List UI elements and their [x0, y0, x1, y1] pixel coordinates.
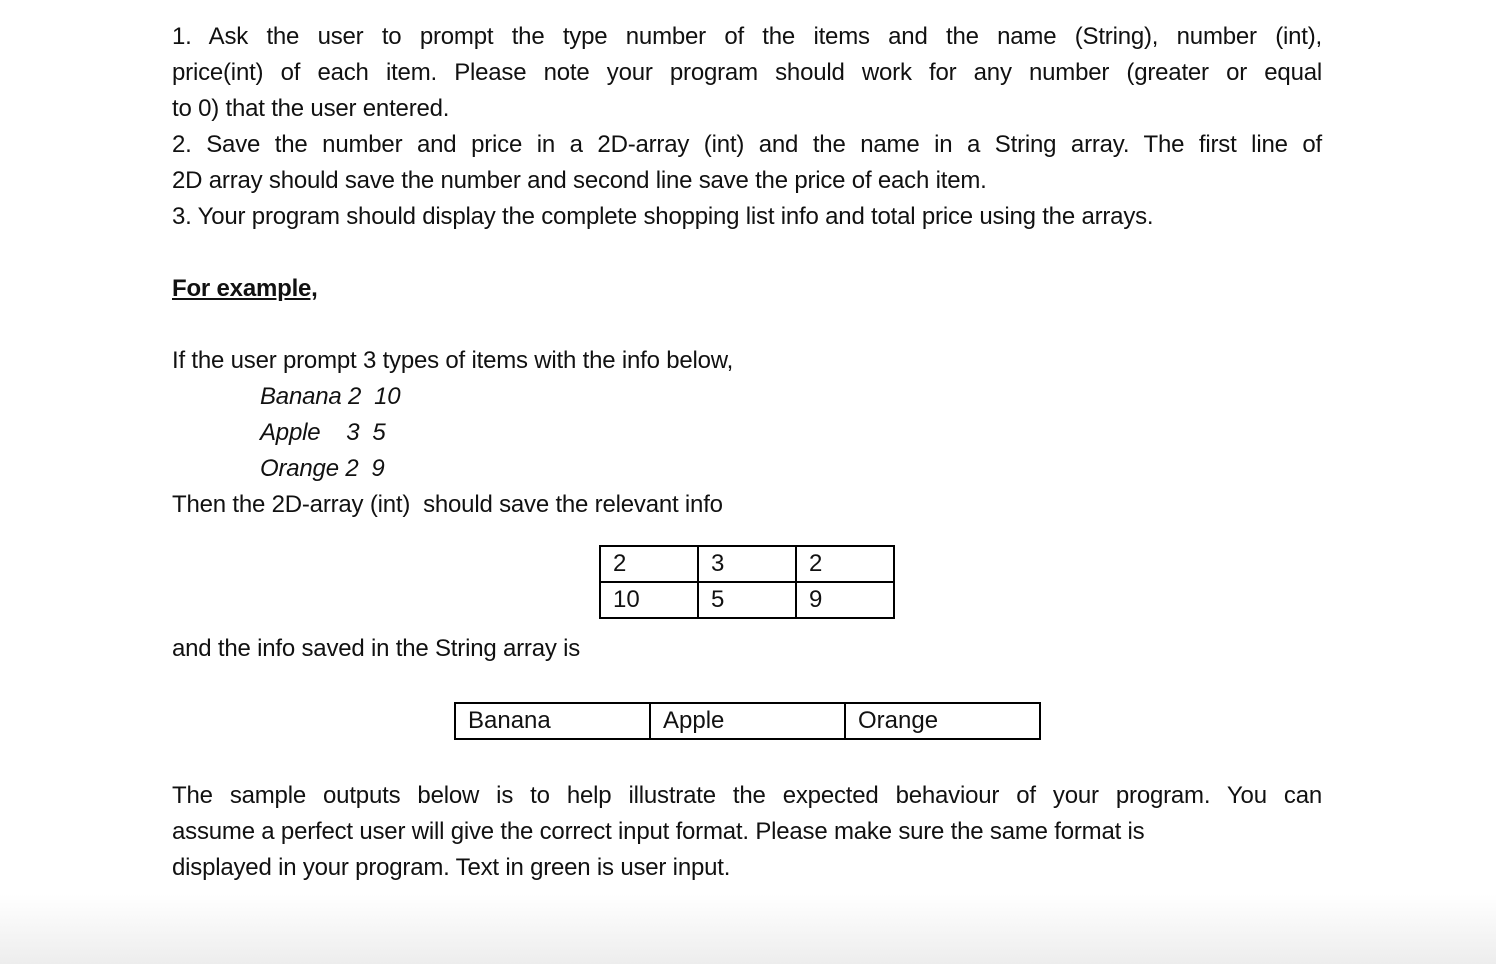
example-item: Orange 2 9: [260, 455, 385, 482]
array-intro: Then the 2D-array (int) should save the relevant info: [172, 491, 723, 518]
bottom-fade: [0, 894, 1496, 964]
closing-line: assume a perfect user will give the correct input format. Please make sure the same format is: [172, 818, 1145, 845]
table-cell: 9: [796, 582, 894, 618]
example-intro: If the user prompt 3 types of items with the info below,: [172, 347, 734, 374]
example-item: Banana 2 10: [260, 383, 401, 410]
instruction-line: price(int) of each item. Please note your program should work for any number (greater or equal: [172, 59, 1322, 86]
instruction-line: 1. Ask the user to prompt the type number of the items and the name (String), number (int),: [172, 23, 1322, 50]
closing-line: displayed in your program. Text in green is user input.: [172, 854, 731, 881]
table-cell: 3: [698, 546, 796, 582]
table-row: [600, 582, 894, 618]
table-cell: 2: [600, 546, 698, 582]
table-cell: 10: [600, 582, 698, 618]
string-intro: and the info saved in the String array is: [172, 635, 581, 662]
instruction-line: 3. Your program should display the complete shopping list info and total price using the arrays.: [172, 203, 1154, 230]
closing-line: The sample outputs below is to help illustrate the expected behaviour of your program. You can: [172, 782, 1322, 809]
table-cell: 5: [698, 582, 796, 618]
example-heading: For example,: [172, 275, 318, 302]
example-item: Apple 3 5: [260, 419, 386, 446]
table-cell: Banana: [455, 703, 650, 739]
table-cell: Apple: [650, 703, 845, 739]
instruction-line: to 0) that the user entered.: [172, 95, 450, 122]
instruction-line: 2D array should save the number and second line save the price of each item.: [172, 167, 987, 194]
instruction-line: 2. Save the number and price in a 2D-array (int) and the name in a String array. The first line of: [172, 131, 1322, 158]
table-cell: Orange: [845, 703, 1040, 739]
table-cell: 2: [796, 546, 894, 582]
int-2d-array-table: [599, 545, 895, 619]
table-row: [455, 703, 1040, 739]
string-array-table: [454, 702, 1041, 740]
table-row: [600, 546, 894, 582]
